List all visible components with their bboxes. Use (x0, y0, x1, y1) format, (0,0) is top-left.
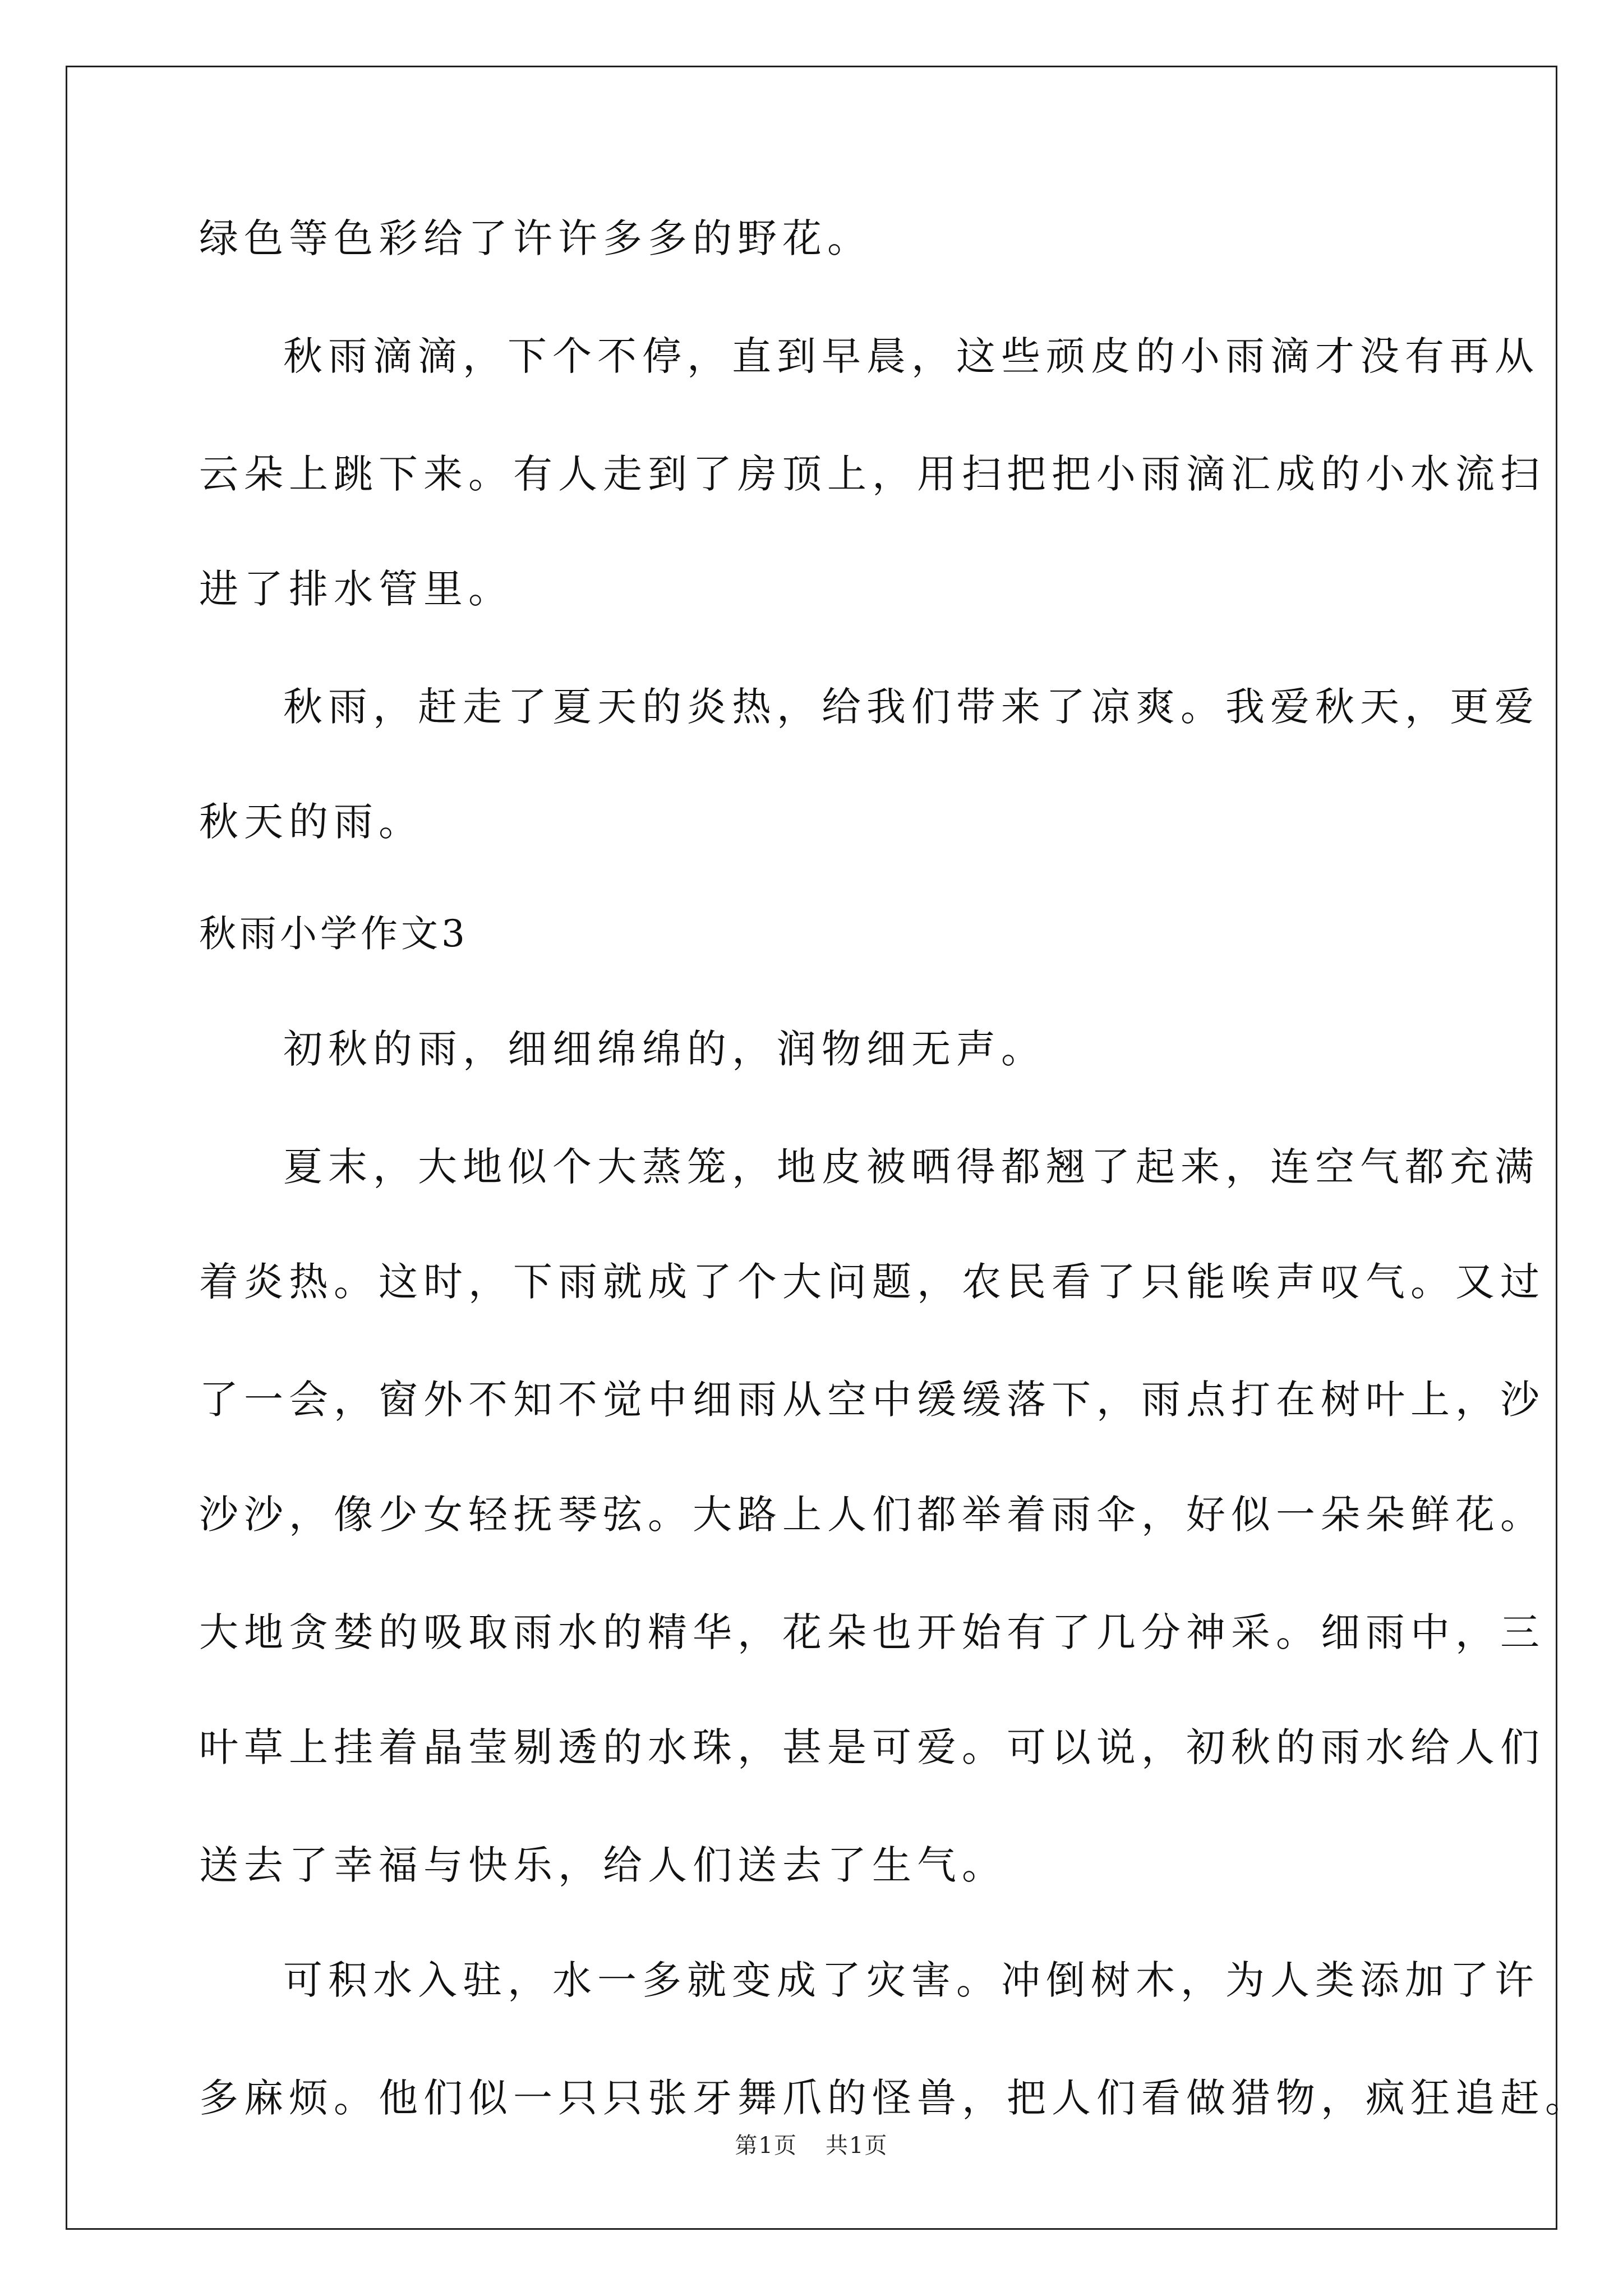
paragraph-first-line: 秋雨，赶走了夏天的炎热，给我们带来了凉爽。我爱秋天，更爱 (283, 684, 1539, 730)
section-heading: 秋雨小学作文3 (199, 912, 468, 955)
text-line: 多麻烦。他们似一只只张牙舞爪的怪兽，把人们看做猎物，疯狂追赶。 (199, 2075, 1590, 2121)
paragraph-first-line: 初秋的雨，细细绵绵的，润物细无声。 (283, 1026, 1046, 1072)
text-line: 大地贪婪的吸取雨水的精华，花朵也开始有了几分神采。细雨中，三 (199, 1609, 1545, 1655)
text-line: 云朵上跳下来。有人走到了房顶上，用扫把把小雨滴汇成的小水流扫 (199, 451, 1545, 497)
text-line: 叶草上挂着晶莹剔透的水珠，甚是可爱。可以说，初秋的雨水给人们 (199, 1724, 1545, 1770)
text-line: 着炎热。这时，下雨就成了个大问题，农民看了只能唉声叹气。又过 (199, 1259, 1545, 1305)
text-line: 绿色等色彩给了许许多多的野花。 (199, 215, 872, 261)
page-total: 共1页 (826, 2133, 888, 2159)
paragraph-first-line: 秋雨滴滴，下个不停，直到早晨，这些顽皮的小雨滴才没有再从 (283, 333, 1539, 379)
text-line: 送去了幸福与快乐，给人们送去了生气。 (199, 1842, 1007, 1888)
page-number: 第1页 (735, 2133, 797, 2159)
paragraph-first-line: 夏末，大地似个大蒸笼，地皮被晒得都翘了起来，连空气都充满 (283, 1144, 1539, 1190)
text-line: 沙沙，像少女轻抚琴弦。大路上人们都举着雨伞，好似一朵朵鲜花。 (199, 1492, 1545, 1538)
text-line: 了一会，窗外不知不觉中细雨从空中缓缓落下，雨点打在树叶上，沙 (199, 1377, 1545, 1423)
text-line: 进了排水管里。 (199, 566, 513, 612)
text-line: 秋天的雨。 (199, 799, 423, 845)
page-footer (0, 2132, 1623, 2160)
paragraph-first-line: 可积水入驻，水一多就变成了灾害。冲倒树木，为人类添加了许 (283, 1957, 1539, 2003)
